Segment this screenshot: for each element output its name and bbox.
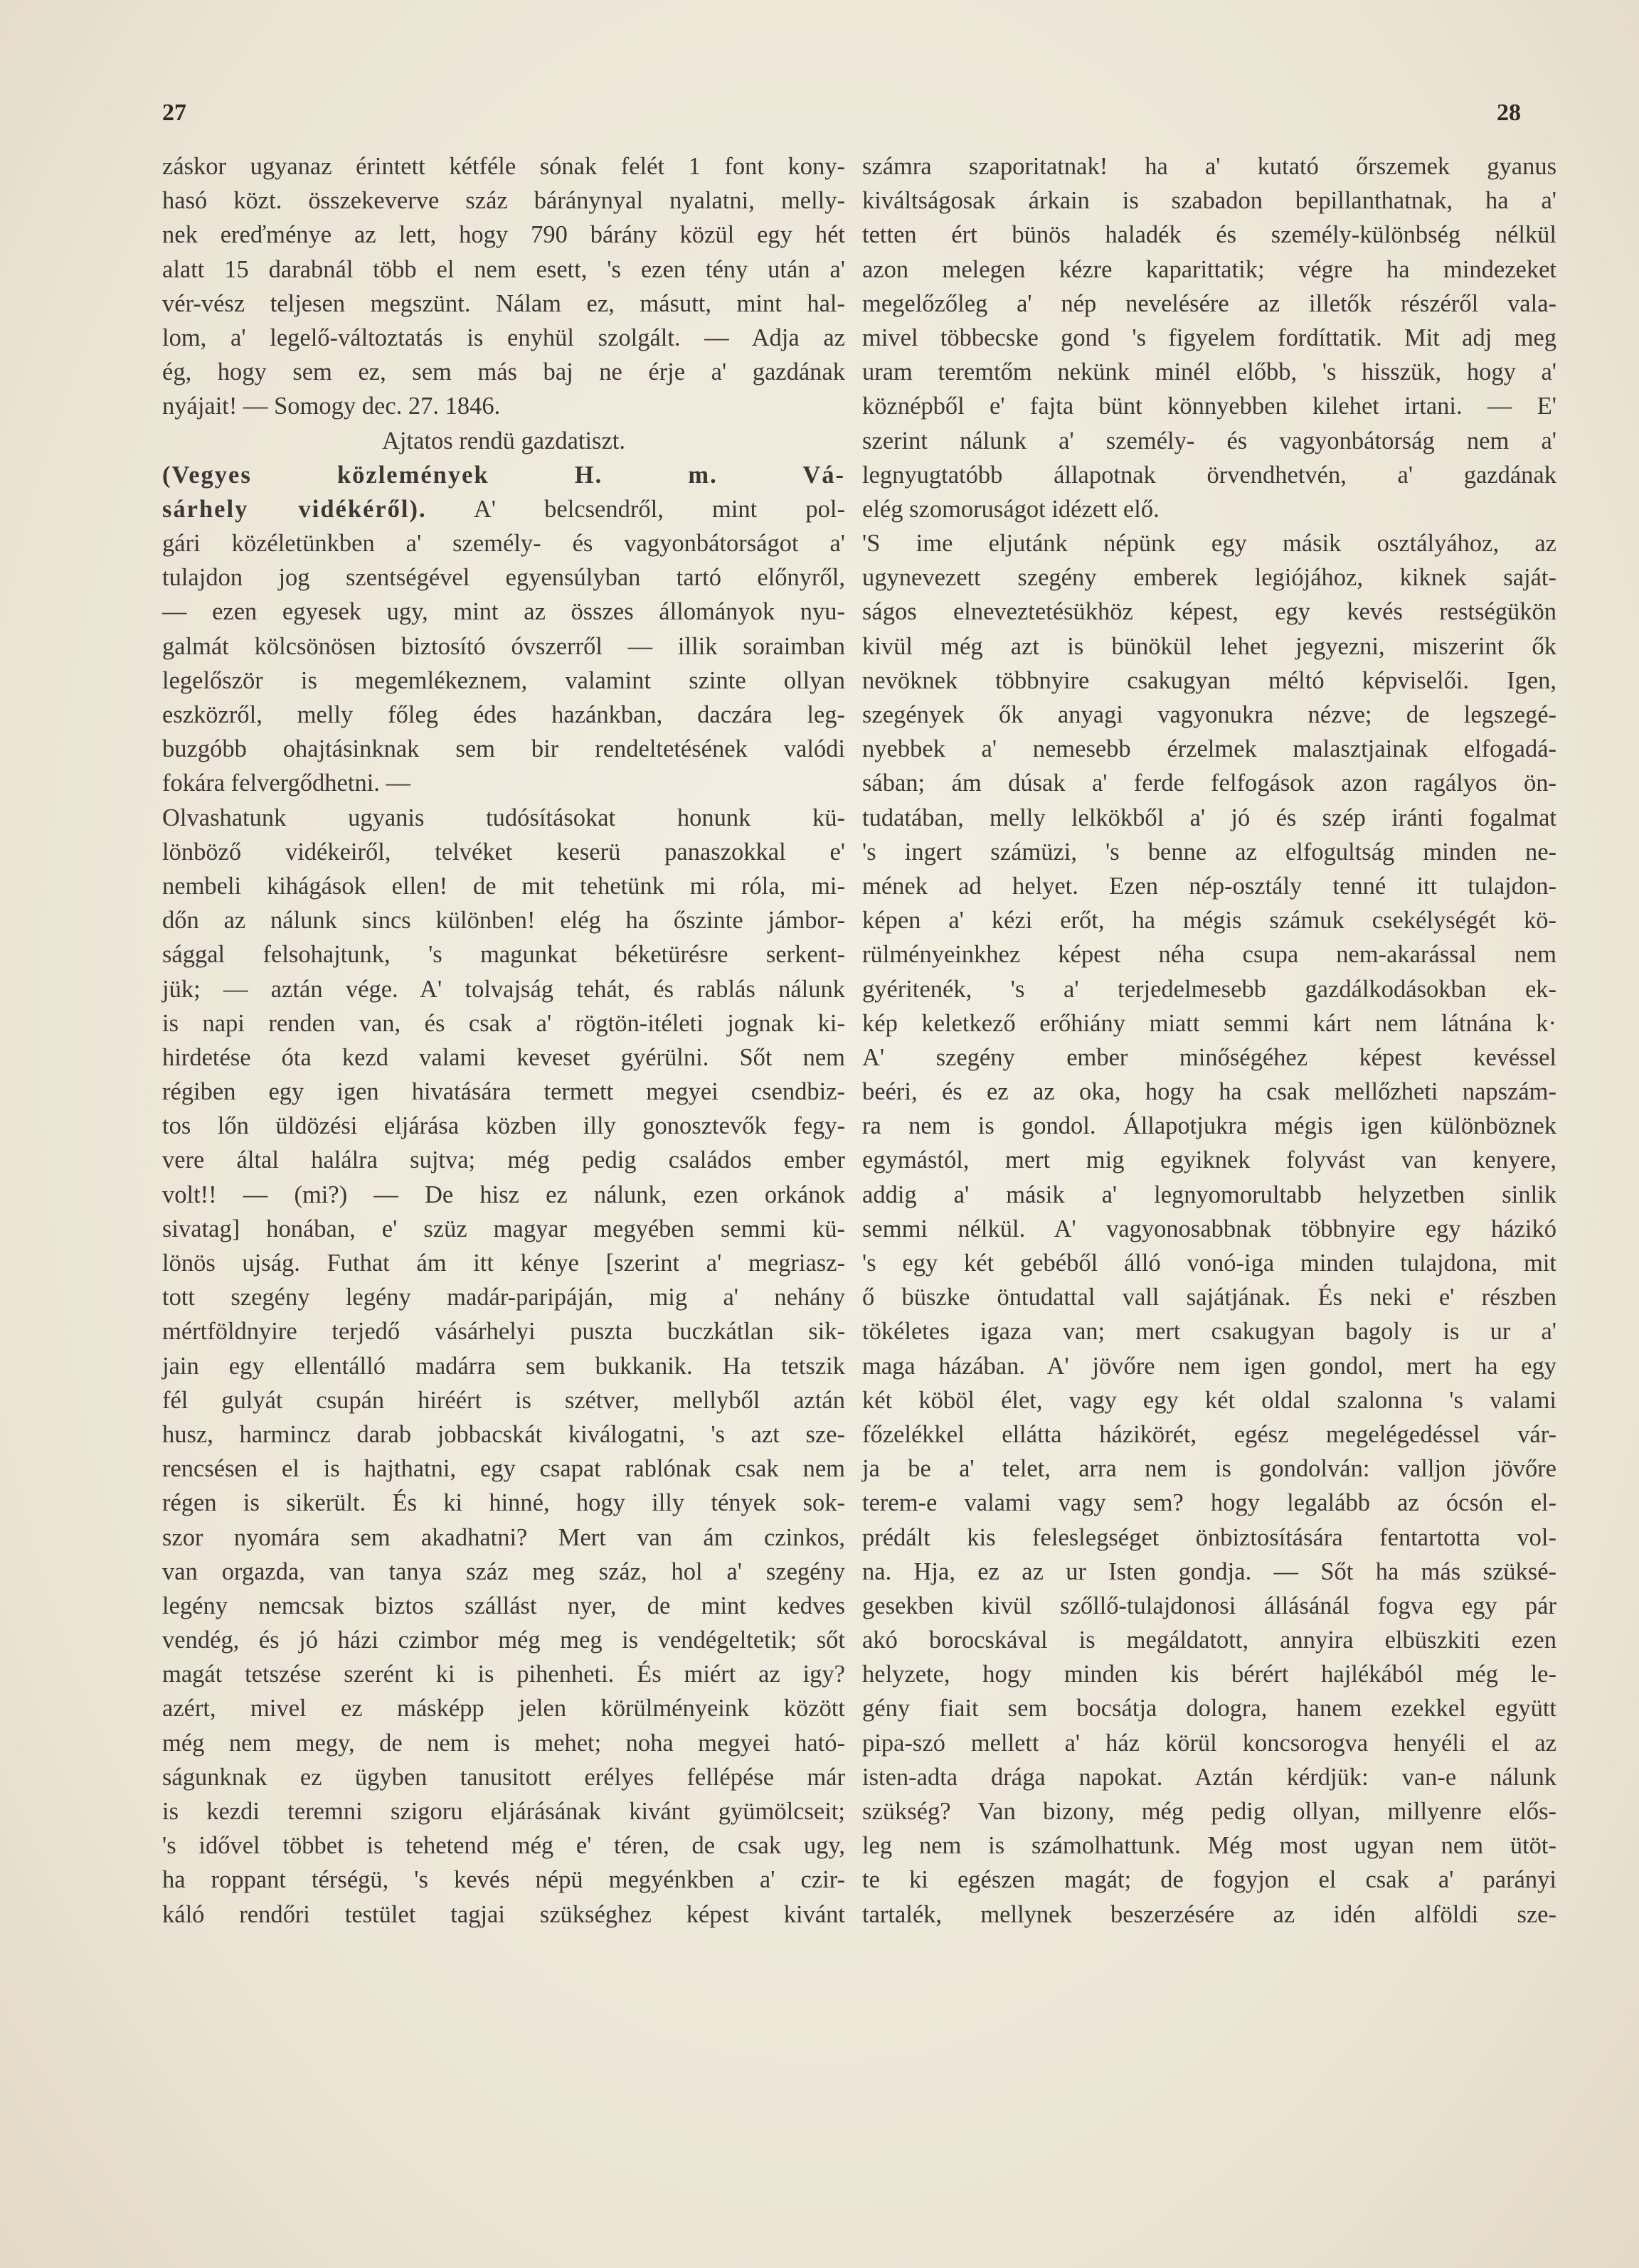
text-line: Olvashatunk ugyanis tudósításokat honunk kü- (162, 804, 845, 831)
text-line: husz, harmincz darab jobbacskát kiválogatni, 's azt sze- (162, 1420, 845, 1448)
text-line: 's egy két gebéből álló vonó-iga minden tulajdona, mit (862, 1250, 1556, 1277)
text-line: tetten ért bünös haladék és személy-különbség nélkül (862, 221, 1556, 249)
text-line: rencsésen el is hajthatni, egy csapat rablónak csak nem (162, 1455, 845, 1483)
text-line: magát tetszése szerént ki is pihenheti. És miért az igy? (162, 1661, 845, 1688)
text-line: prédált kis feleslegséget önbiztosítására fentartotta vol- (862, 1523, 1556, 1551)
text-line: rülményeinkhez képest néha csupa nem-akarással nem (862, 941, 1556, 969)
text-line: lom, a' legelő-változtatás is enyhül szolgált. — Adja az (162, 324, 845, 351)
text-line: ő büszke öntudattal vall sajátjának. És neki e' részben (862, 1284, 1556, 1311)
text-line: te ki egészen magát; de fogyjon el csak a' parányi (862, 1866, 1556, 1894)
text-line: van orgazda, van tanya száz meg száz, hol a' szegény (162, 1558, 845, 1585)
text-line: gári közéletünkben a' személy- és vagyonbátorságot a' (162, 530, 845, 558)
text-line: kép keletkező erőhiány miatt semmi kárt nem látnána k· (862, 1009, 1556, 1037)
section-heading-tail: A' belcsendről, mint pol- (426, 495, 845, 523)
text-line: dőn az nálunk sincs különben! elég ha őszinte jámbor- (162, 907, 845, 935)
right-body-text (862, 149, 1556, 1932)
text-line: maga házában. A' jövőre nem igen gondol, mert ha egy (862, 1352, 1556, 1380)
text-line: elég szomoruságot idézett elő. (862, 495, 1160, 523)
left-column (162, 149, 845, 1932)
text-line: szegények ők anyagi vagyonukra nézve; de legszegé- (862, 701, 1556, 728)
text-line: kivül még azt is bünökül lehet jegyezni, miszerint ők (862, 632, 1556, 660)
text-line: szükség? Van bizony, még pedig ollyan, millyenre elős- (862, 1798, 1556, 1825)
text-line: záskor ugyanaz érintett kétféle sónak felét 1 font kony- (162, 153, 845, 180)
left-intro-paragraph (162, 149, 845, 424)
text-line: akó borocskával is megáldatott, annyira elbüszkiti ezen (862, 1627, 1556, 1654)
text-line: tott szegény legény madár-paripáján, mig a' nehány (162, 1284, 845, 1311)
text-line: ha roppant térségü, 's kevés népü megyénkben a' czir- (162, 1866, 845, 1894)
text-line: megelőzőleg a' nép nevelésére az illetők részéről vala- (862, 289, 1556, 317)
text-line: tos lőn üldözési eljárása közben illy gonosztevők fegy- (162, 1112, 845, 1140)
text-line: 'S ime eljutánk népünk egy másik osztályához, az (862, 530, 1556, 558)
text-line: tudatában, melly lelkökből a' jó és szép iránti fogalmat (862, 804, 1556, 831)
text-line: ja be a' telet, arra nem is gondolván: valljon jövőre (862, 1455, 1556, 1483)
text-line: pipa-szó mellett a' ház körül koncsorogva henyéli el az (862, 1729, 1556, 1757)
text-line: még nem megy, de nem is mehet; noha megyei ható- (162, 1729, 845, 1757)
text-line: ugynevezett szegény emberek legiójához, kiknek saját- (862, 564, 1556, 592)
text-line: szor nyomára sem akadhatni? Mert van ám czinkos, (162, 1523, 845, 1551)
text-line: azon melegen kézre kaparittatik; végre ha mindezeket (862, 255, 1556, 283)
signature: Ajtatos rendü gazdatiszt. (381, 427, 626, 454)
text-line: nevöknek többnyire csakugyan méltó képviselői. Igen, (862, 666, 1556, 694)
right-column (862, 149, 1556, 1932)
text-line: leg nem is számolhattunk. Még most ugyan nem ütöt- (862, 1832, 1556, 1860)
text-line: sivatag] honában, e' szüz magyar megyében semmi kü- (162, 1215, 845, 1242)
text-line: fokára felvergődhetni. — (162, 770, 411, 797)
text-line: kiváltságosak árkain is szabadon bepillanthatnak, ha a' (862, 187, 1556, 215)
text-line: mértföldnyire terjedő vásárhelyi puszta buczkátlan sik- (162, 1318, 845, 1346)
text-line: is napi renden van, és csak a' rögtön-itéleti jognak ki- (162, 1009, 845, 1037)
text-line: addig a' másik a' legnyomorultabb helyzetben sinlik (862, 1181, 1556, 1208)
text-line: ságos elneveztetésükhöz képest, egy kevés restségükön (862, 598, 1556, 626)
text-line: galmát kölcsönösen biztosító óvszerről — illik soraimban (162, 632, 845, 660)
text-line: képen a' kézi erőt, ha mégis számuk csekélységét kö- (862, 907, 1556, 935)
text-line: nyebbek a' nemesebb érzelmek malasztjainak elfogadá- (862, 735, 1556, 763)
text-line: nek ereďménye az lett, hogy 790 bárány közül egy hét (162, 221, 845, 249)
page-number-right: 28 (1497, 100, 1521, 126)
text-line: hasó közt. összekeverve száz báránynyal nyalatni, melly- (162, 187, 845, 215)
text-line: régiben egy igen hivatására termett megyei csendbiz- (162, 1078, 845, 1106)
text-line: ég, hogy sem ez, sem más baj ne érje a' gazdának (162, 358, 845, 386)
text-line: terem-e valami vagy sem? hogy legalább az ócsón el- (862, 1489, 1556, 1517)
text-line: legény nemcsak biztos szállást nyer, de mint kedves (162, 1592, 845, 1619)
text-line: mivel többecske gond 's figyelem fordíttatik. Mit adj meg (862, 324, 1556, 351)
text-line: azért, mivel ez másképp jelen körülményeink között (162, 1695, 845, 1723)
text-line: ságunknak ez ügyben tanusitott erélyes fellépése már (162, 1763, 845, 1791)
text-line: volt!! — (mi?) — De hisz ez nálunk, ezen orkánok (162, 1181, 845, 1208)
text-line: na. Hja, ez az ur Isten gondja. — Sőt ha más szüksé- (862, 1558, 1556, 1585)
text-line: tartalék, mellynek beszerzésére az idén alföldi sze- (862, 1900, 1556, 1928)
text-line: tulajdon jog szentségével egyensúlyban tartó előnyről, (162, 564, 845, 592)
text-line: jük; — aztán vége. A' tolvajság tehát, és rablás nálunk (162, 975, 845, 1003)
text-line: helyzete, hogy minden kis bérért hajlékából még le- (862, 1661, 1556, 1688)
text-line: szerint nálunk a' személy- és vagyonbátorság nem a' (862, 427, 1556, 454)
text-line: sággal felsohajtunk, 's magunkat béketürésre serkent- (162, 941, 845, 969)
text-line: tökéletes igaza van; mert csakugyan bagoly is ur a' (862, 1318, 1556, 1346)
text-line: lönböző vidékeiről, telvéket keserü panaszokkal e' (162, 838, 845, 866)
text-line: nembeli kihágások ellen! de mit tehetünk mi róla, mi- (162, 872, 845, 900)
text-line: hirdetése óta kezd valami keveset gyérülni. Sőt nem (162, 1043, 845, 1071)
text-line: legnyugtatóbb állapotnak örvendhetvén, a' gazdának (862, 461, 1556, 489)
text-line: 's idővel többet is tehetend még e' téren, de csak ugy, (162, 1832, 845, 1860)
text-line: — ezen egyesek ugy, mint az összes állományok nyu- (162, 598, 845, 626)
text-line: is kezdi teremni szigoru eljárásának kivánt gyümölcseit; (162, 1798, 845, 1825)
text-line: számra szaporitatnak! ha a' kutató őrszemek gyanus (862, 153, 1556, 180)
text-line: uram teremtőm nekünk minél előbb, 's hisszük, hogy a' (862, 358, 1556, 386)
section-heading-end: sárhely vidékéről). (162, 495, 427, 523)
text-line: főzelékkel ellátta házikörét, egész megelégedéssel vár- (862, 1420, 1556, 1448)
text-line: káló rendőri testület tagjai szükséghez képest kivánt (162, 1900, 845, 1928)
text-line: ra nem is gondol. Állapotjukra mégis igen különböznek (862, 1112, 1556, 1140)
text-line: mének ad helyet. Ezen nép-osztály tenné itt tulajdon- (862, 872, 1556, 900)
text-line: alatt 15 darabnál több el nem esett, 's ezen tény után a' (162, 255, 845, 283)
text-line: beéri, és ez az oka, hogy ha csak mellőzheti napszám- (862, 1078, 1556, 1106)
text-line: A' szegény ember minőségéhez képest kevéssel (862, 1043, 1556, 1071)
text-line: eszközről, melly főleg édes hazánkban, daczára leg- (162, 701, 845, 728)
text-line: gény fiait sem bocsátja dologra, hanem ezekkel együtt (862, 1695, 1556, 1723)
text-line: nyájait! — Somogy dec. 27. 1846. (162, 393, 501, 420)
text-line: fél gulyát csupán hiréért is szétver, mellyből aztán (162, 1386, 845, 1414)
text-line: két köböl élet, vagy egy két oldal szalonna 's valami (862, 1386, 1556, 1414)
text-line: jain egy ellentálló madárra sem bukkanik. Ha tetszik (162, 1352, 845, 1380)
text-line: vere által halálra sujtva; még pedig családos ember (162, 1146, 845, 1174)
text-line: isten-adta drága napokat. Aztán kérdjük: van-e nálunk (862, 1763, 1556, 1791)
text-line: 's ingert számüzi, 's benne az elfogultság minden ne- (862, 838, 1556, 866)
text-line: lönös ujság. Futhat ám itt kénye [szerint a' megriasz- (162, 1250, 845, 1277)
text-line: gyéritenék, 's a' terjedelmesebb gazdálkodásokban ek- (862, 975, 1556, 1003)
left-body-text (162, 526, 845, 1932)
text-line: vendég, és jó házi czimbor még meg is vendégeltetik; sőt (162, 1627, 845, 1654)
text-line: gesekben kivül szőllő-tulajdonosi állásánál fogva egy pár (862, 1592, 1556, 1619)
text-line: köznépből e' fajta bünt könnyebben kilehet irtani. — E' (862, 393, 1556, 420)
text-line: buzgóbb ohajtásinknak sem bir rendeltetésének valódi (162, 735, 845, 763)
text-line: legelőször is megemlékeznem, valamint szinte ollyan (162, 666, 845, 694)
page-number-left: 27 (162, 100, 186, 126)
text-line: sában; ám dúsak a' ferde felfogások azon ragályos ön- (862, 770, 1556, 797)
section-heading: (Vegyes közlemények H. m. Vá- (162, 461, 845, 489)
text-line: semmi nélkül. A' vagyonosabbnak többnyire egy házikó (862, 1215, 1556, 1242)
section-heading-continuation (162, 492, 845, 526)
text-line: vér-vész teljesen megszünt. Nálam ez, másutt, mint hal- (162, 289, 845, 317)
text-line: egymástól, mert mig egyiknek folyvást van kenyere, (862, 1146, 1556, 1174)
text-line: régen is sikerült. És ki hinné, hogy illy tények sok- (162, 1489, 845, 1517)
